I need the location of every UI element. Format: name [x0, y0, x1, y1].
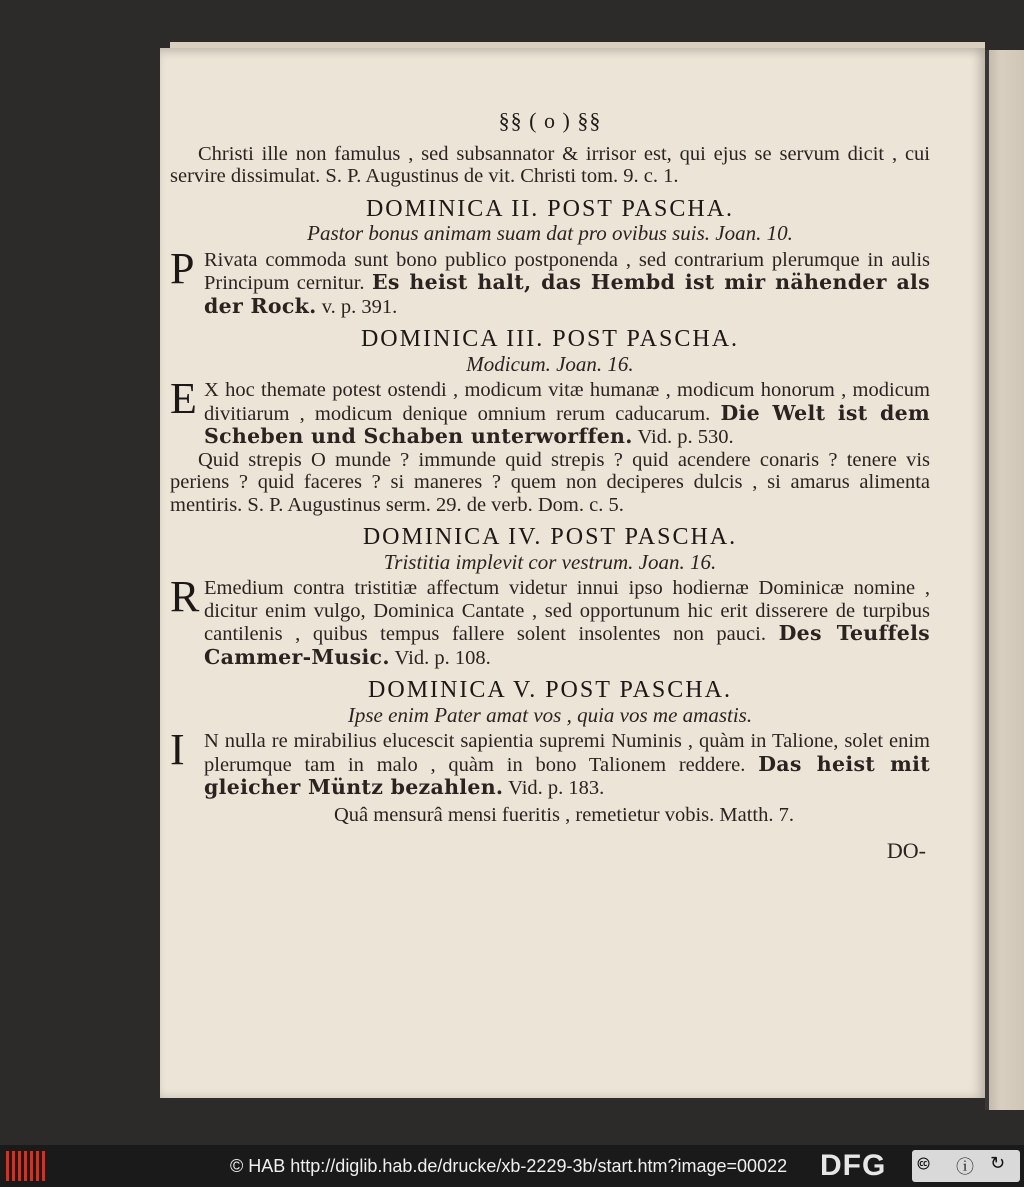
dfg-logo[interactable]: DFG	[820, 1149, 887, 1182]
cc-icon: 🅭	[918, 1154, 930, 1175]
drop-cap: E	[170, 374, 197, 423]
section-subtitle: Pastor bonus animam suam dat pro ovibus suis. Joan. 10.	[307, 221, 793, 245]
page-header: §§ ( o ) §§	[498, 108, 602, 133]
german-proverb: Die Welt ist dem Scheben und Schaben unterworffen.	[204, 400, 930, 448]
quotation-paragraph: Quâ mensurâ mensi fueritis , remetietur vobis. Matth. 7.	[333, 803, 794, 826]
drop-cap: R	[170, 572, 200, 621]
facing-page-edge	[985, 50, 1024, 1110]
german-proverb: Das heist mit gleicher Müntz bezahlen.	[204, 751, 931, 799]
section-heading: DOMINICA II. POST PASCHA.	[365, 195, 735, 222]
body-text: X hoc themate potest ostendi , modicum vitæ humanæ , modicum honorum , modicum divitiarum , modicum denique omnium rerum caducarum.	[204, 379, 930, 425]
viewer-footer	[0, 1145, 1024, 1187]
german-proverb: Des Teuffels Cammer-Music.	[204, 621, 930, 669]
page-reference: Vid. p. 183.	[508, 777, 605, 799]
body-text: N nulla re mirabilius elucescit sapientia supremi Numinis , quàm in Talione, solet enim plerumque tam in malo , quàm in bono Talionem reddere.	[204, 730, 930, 776]
drop-cap: P	[170, 243, 195, 293]
catchword: DO-	[886, 838, 926, 863]
section-subtitle: Ipse enim Pater amat vos , quia vos me amastis.	[347, 702, 753, 727]
section-subtitle: Tristitia implevit cor vestrum. Joan. 16.	[383, 549, 717, 574]
quotation-paragraph: Quid strepis O munde ? immunde quid strepis ? quid acendere conaris ? tenere vis periens ? quid faceres ? si maneres ? quem non deciperes dulcis , si amarus alimenta mentiris. S. P. Augustinus serm. 29. de verb. Dom. c. 5.	[170, 448, 930, 516]
body-text: Emedium contra tristitiæ affectum videtur innui ipso hodiernæ Dominicæ nomine , dicitur enim vulgo, Dominica Cantate , sed opportunum hic erit disserere de turpibus cantilenis , quibus tempus fallere solent insolentes non pauci.	[204, 577, 930, 645]
section-body	[170, 725, 931, 800]
german-proverb: Es heist halt, das Hembd ist mir nähender als der Rock.	[204, 270, 930, 318]
section-heading: DOMINICA IV. POST PASCHA.	[362, 524, 738, 550]
by-icon: ⓘ	[956, 1157, 974, 1178]
section-subtitle: Modicum. Joan. 16.	[466, 351, 634, 376]
page-reference: Vid. p. 530.	[637, 426, 734, 448]
page-reference: Vid. p. 108.	[394, 646, 491, 669]
section-body	[170, 243, 930, 319]
cc-license-badge[interactable]	[912, 1150, 1020, 1182]
section-body	[170, 374, 930, 449]
section-body	[170, 572, 930, 669]
copyright-link[interactable]: © HAB http://diglib.hab.de/drucke/xb-2229-3b/start.htm?image=00022	[230, 1156, 788, 1176]
page-text	[170, 110, 930, 863]
section-heading: DOMINICA III. POST PASCHA.	[360, 326, 740, 352]
section-heading: DOMINICA V. POST PASCHA.	[368, 677, 732, 703]
hab-logo-icon[interactable]	[6, 1151, 46, 1181]
body-text: Rivata commoda sunt bono publico postponenda , sed contrarium plerumque in aulis Principum cernitur.	[204, 248, 930, 294]
page-reference: v. p. 391.	[321, 295, 398, 318]
sa-icon: ↻	[990, 1153, 1006, 1174]
intro-paragraph: Christi ille non famulus , sed subsannator & irrisor est, qui ejus se servum dicit , cui servire dissimulat. S. P. Augustinus de vit. Christi tom. 9. c. 1.	[170, 142, 930, 187]
drop-cap: I	[170, 725, 185, 774]
